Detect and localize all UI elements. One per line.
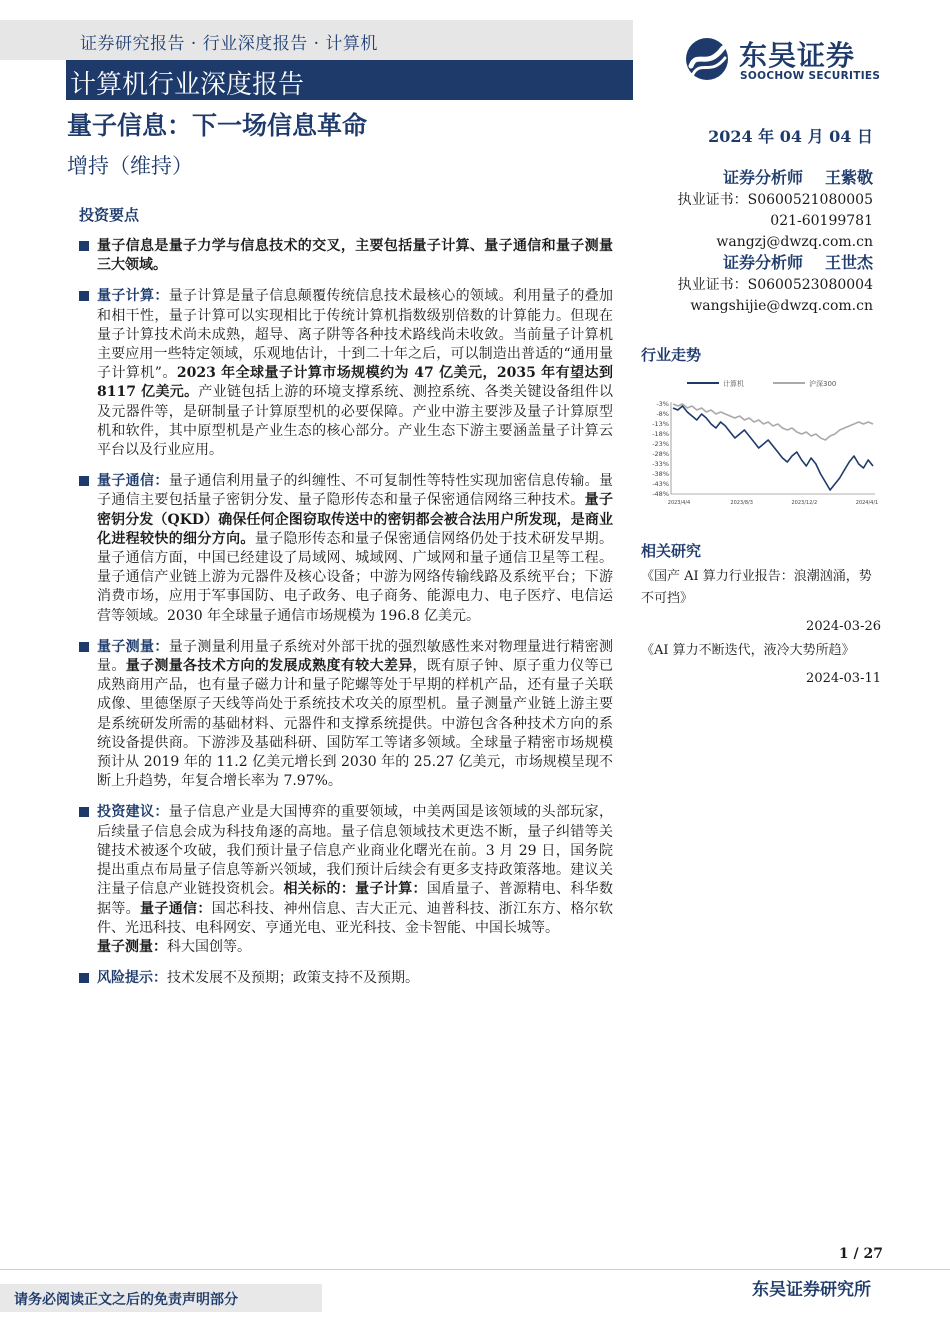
para-text: 量子计算是量子信息颠覆传统信息技术最核心的领域。利用量子的叠加和相干性，量子计算可以实现相比于传统计算机指数级别倍数的计算能力。但现在量子计算技术尚未成熟，超导、离子阱等各种技术路线尚未收敛。当前量子计算机主要应用一些特定领域，乐观地估计，十到二十年之后，可以制造出普适的“通用量子计算机”。 — [97, 288, 614, 382]
para-label: 量子测量： — [97, 638, 169, 655]
para-bold: 量子测量： — [97, 938, 167, 955]
analyst-1-name: 王紫敬 — [824, 168, 873, 187]
bullet-square-icon — [79, 807, 89, 817]
y-tick-label-0: -3% — [656, 400, 669, 408]
para-quantum-computing — [79, 287, 613, 460]
para-bold: 量子测量各技术方向的发展成熟度有较大差异 — [125, 658, 413, 675]
logo-text-cn: 东吴证券 — [739, 39, 856, 72]
para-text: ，既有原子钟、原子重力仪等已成熟商用产品，也有量子磁力计和量子陀螺等处于早期的样机产品，还有量子关联成像、里德堡原子天线等尚处于系统技术攻关的原型机。量子测量产业链上游主要是系统研发所需的基础材料、元器件和支撑系统提供。中游包含各种技术方向的系统设备提供商。下游涉及基础科研、国防军工等诸多领域。全球量子精密市场规模预计从 2019 年的 11.2 亿美元增长到 2030 年的 25.27 亿美元，市场规模呈现不断上升趋势，年复合增长率为 7.97%。 — [97, 658, 614, 790]
breadcrumb: 证券研究报告 · 行业深度报告 · 计算机 — [80, 34, 378, 54]
x-tick-label-1: 2023/8/3 — [730, 500, 753, 506]
para-text: 量子信息产业是大国博弈的重要领域，中美两国是该领域的头部玩家，后续量子信息会成为科技角逐的高地。量子信息领域技术更迭不断，量子纠错等关键技术被逐个攻破，我们预计量子信息产业商业化曙光在前。3 月 29 日，国务院提出重点布局量子信息等新兴领域，我们预计后续会有更多支持政策落地。建议关注量子信息产业链投资机会。 — [97, 804, 614, 898]
y-tick-label-9: -48% — [652, 490, 669, 498]
y-tick-label-3: -18% — [652, 430, 669, 438]
analyst-1-role-line — [678, 166, 873, 190]
y-tick-label-2: -13% — [652, 420, 669, 428]
x-tick-label-2: 2023/12/2 — [791, 500, 818, 506]
y-tick-label-6: -33% — [652, 460, 669, 468]
analyst-2-cert: 执业证书：S0600523080004 — [677, 277, 873, 293]
y-tick-label-4: -23% — [652, 440, 669, 448]
logo-mark-icon — [683, 36, 731, 82]
analyst-2-email[interactable]: wangshijie@dwzq.com.cn — [690, 298, 873, 314]
series-line-1 — [673, 404, 873, 440]
para-quantum-communication — [79, 472, 613, 626]
analyst-2-role: 证券分析师 — [722, 253, 803, 272]
para-label: 量子通信： — [97, 473, 169, 490]
y-tick-label-8: -43% — [652, 480, 669, 488]
company-logo — [683, 36, 883, 86]
analyst-1-role: 证券分析师 — [722, 168, 803, 187]
para-risk — [79, 969, 613, 988]
logo-text-en: SOOCHOW SECURITIES — [740, 70, 881, 82]
para-text: 产业链包括上游的环境支撑系统、测控系统、各类关键设备组件以及元器件等，是研制量子计算原型机的必要保障。产业中游主要涉及量子计算原型机和软件，其中原型机是产业生态的核心部分。产业生态下游主要涵盖量子计算云平台以及行业应用。 — [97, 384, 614, 459]
analyst-2-name: 王世杰 — [824, 253, 873, 272]
related-item-2-title[interactable]: 《AI 算力不断迭代，液冷大势所趋》 — [641, 643, 855, 658]
y-tick-label-7: -38% — [652, 470, 669, 478]
para-text: 国芯科技、神州信息、吉大正元、迪普科技、浙江东方、格尔软件、光迅科技、电科网安、亨通光电、亚光科技、金卡智能、中国长城等。 — [97, 900, 614, 936]
legend-label-0: 计算机 — [723, 380, 744, 388]
para-text: 科大国创等。 — [167, 938, 251, 955]
para-label: 投资建议： — [97, 804, 169, 821]
para-text: 技术发展不及预期；政策支持不及预期。 — [167, 970, 419, 987]
para-text: 量子测量利用量子系统对外部干扰的强烈敏感性来对物理量进行精密测量。 — [97, 638, 614, 675]
para-text: 量子隐形传态和量子保密通信网络仍处于技术研发早期。量子通信方面，中国已经建设了局域网、城域网、广域网和量子通信卫星等工程。量子通信产业链上游为元器件及核心设备；中游为网络传输线路及系统平台；下游消费市场，应用于军事国防、电子政务、电子商务、能源电力、电子医疗、电信运营等领域。2030 年全球量子通信市场规模为 196.8 亿美元。 — [97, 530, 614, 624]
related-item-2-date: 2024-03-11 — [806, 671, 881, 686]
footer-institute: 东吴证券研究所 — [752, 1280, 871, 1300]
investment-highlights — [79, 204, 613, 1000]
report-title: 量子信息：下一场信息革命 — [67, 111, 368, 140]
para-bold: 量子密钥分发（QKD）确保任何企图窃取传送中的密钥都会被合法用户所发现，是商业化进程较快的细分方向。 — [97, 492, 613, 547]
para-text: 量子通信利用量子的纠缠性、不可复制性等特性实现加密信息传输。量子通信主要包括量子密钥分发、量子隐形传态和量子保密通信网络三种技术。 — [97, 473, 614, 509]
para-bold: 量子通信： — [140, 900, 212, 917]
bullet-square-icon — [79, 642, 89, 652]
header-breadcrumb-bar — [0, 20, 633, 60]
para-text: 国盾量子、普源精电、科华数据等。 — [97, 881, 614, 917]
section-heading: 投资要点 — [79, 206, 140, 224]
footer-divider — [0, 1269, 950, 1270]
legend-label-1: 沪深300 — [809, 380, 837, 388]
y-tick-label-5: -28% — [652, 450, 669, 458]
x-tick-label-0: 2023/4/4 — [667, 500, 691, 506]
bullet-square-icon — [79, 476, 89, 486]
related-list — [641, 566, 881, 690]
bullet-square-icon — [79, 241, 89, 251]
para-quantum-measurement — [79, 638, 613, 792]
related-item-1-date: 2024-03-26 — [806, 619, 881, 634]
bullet-square-icon — [79, 291, 89, 301]
analyst-1-email[interactable]: wangzj@dwzq.com.cn — [716, 234, 873, 250]
related-heading: 相关研究 — [641, 542, 702, 560]
industry-trend-chart — [641, 368, 881, 520]
analyst-2-role-line — [678, 251, 873, 275]
para-overview — [79, 237, 613, 275]
x-tick-label-3: 2024/4/1 — [855, 500, 879, 506]
para-label: 量子计算： — [97, 288, 169, 305]
analyst-2 — [678, 251, 873, 317]
bullet-square-icon — [79, 973, 89, 983]
para-bold: 相关标的：量子计算： — [283, 881, 427, 898]
header-category-bar — [66, 60, 633, 100]
series-line-0 — [673, 406, 873, 490]
page-number: 1 / 27 — [838, 1246, 883, 1262]
report-category: 计算机行业深度报告 — [70, 70, 305, 100]
analyst-1-cert: 执业证书：S0600521080005 — [677, 192, 873, 208]
para-bold: 2023 年全球量子计算市场规模约为 47 亿美元，2035 年有望达到 8117 亿美元。 — [97, 365, 613, 401]
analyst-1 — [678, 166, 873, 253]
report-date: 2024 年 04 月 04 日 — [708, 127, 873, 146]
related-item-1-title[interactable]: 《国产 AI 算力行业报告：浪潮汹涌，势不可挡》 — [641, 569, 872, 606]
rating: 增持（维持） — [67, 154, 193, 178]
disclaimer-bar — [0, 1284, 322, 1312]
para-overview-text: 量子信息是量子力学与信息技术的交叉，主要包括量子计算、量子通信和量子测量三大领域。 — [97, 238, 613, 274]
analyst-1-phone: 021-60199781 — [770, 213, 873, 229]
y-tick-label-1: -8% — [656, 410, 669, 418]
para-investment-advice — [79, 803, 613, 957]
trend-heading: 行业走势 — [641, 346, 702, 364]
disclaimer-text: 请务必阅读正文之后的免责声明部分 — [14, 1292, 238, 1308]
para-label: 风险提示： — [97, 970, 167, 987]
